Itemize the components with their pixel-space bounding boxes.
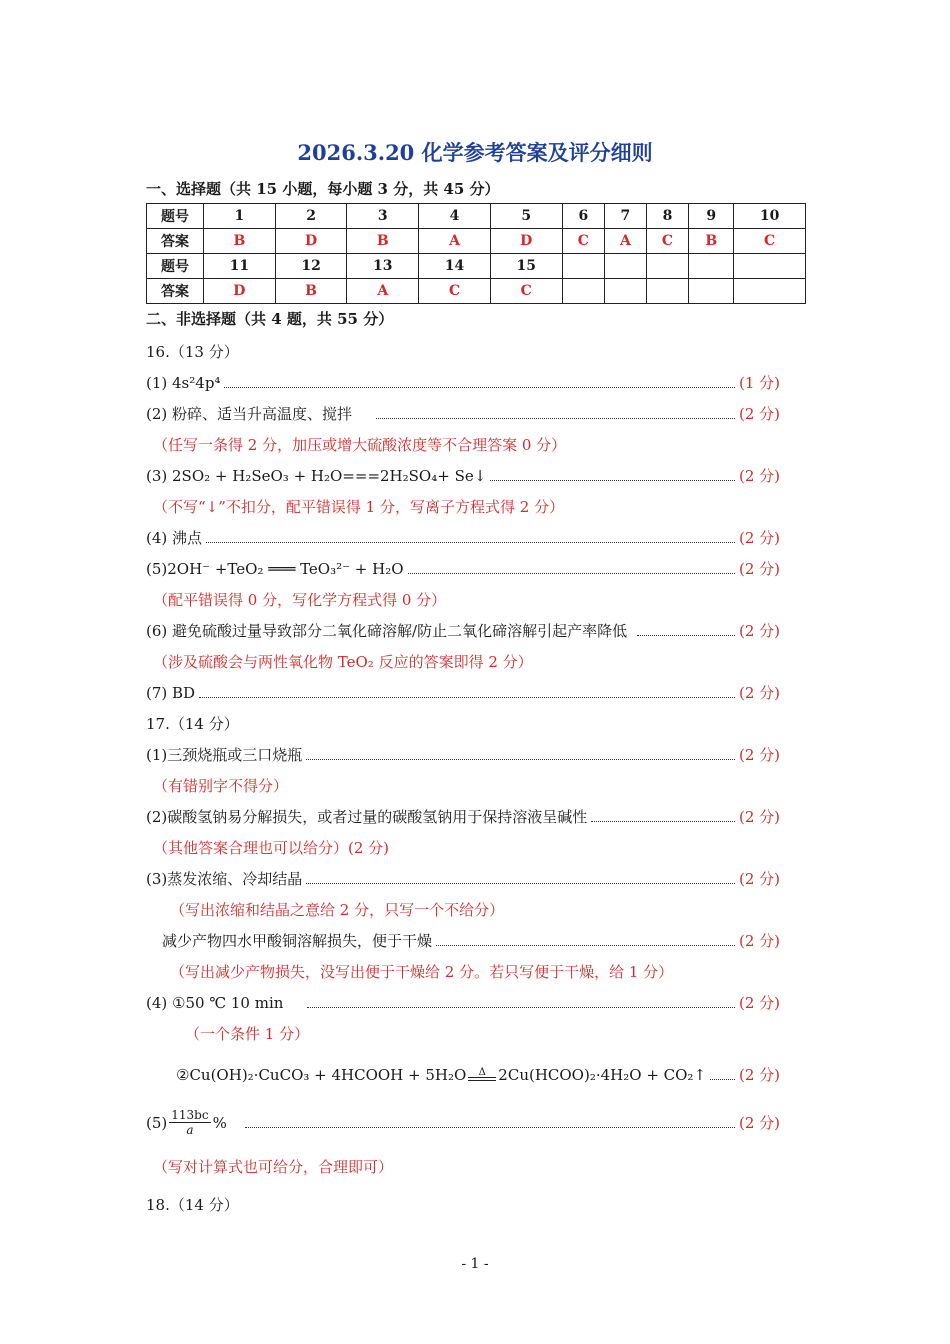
- answer-cell: D: [490, 229, 562, 254]
- question-number: 10: [734, 204, 806, 229]
- equals-bar: [468, 1077, 496, 1081]
- fraction: [169, 1108, 210, 1137]
- q16-heading-text: 16.（13 分）: [146, 343, 239, 361]
- answer-cell: [646, 279, 689, 304]
- answer-cell: C: [490, 279, 562, 304]
- table-row-header: 题号: [147, 254, 204, 279]
- q16-answer-5: [146, 558, 780, 579]
- q16-note-3: （不写“↓”不扣分，配平错误得 1 分，写离子方程式得 2 分）: [153, 498, 565, 516]
- section-choice-heading: 一、选择题（共 15 小题，每小题 3 分，共 45 分）: [146, 180, 500, 198]
- table-row: [147, 229, 806, 254]
- question-number: 14: [419, 254, 491, 279]
- answer-cell: B: [347, 229, 419, 254]
- question-number: [605, 254, 647, 279]
- score: (2 分): [738, 684, 780, 702]
- q17-note-3: （写出浓缩和结晶之意给 2 分，只写一个不给分）: [170, 901, 505, 919]
- equation-left: ②Cu(OH)₂·CuCO₃ + 4HCOOH + 5H₂O: [176, 1065, 467, 1084]
- section-nonchoice-heading: 二、非选择题（共 4 题，共 55 分）: [146, 310, 394, 328]
- leader-dots: [436, 945, 735, 946]
- score: (2 分): [738, 560, 780, 578]
- heat-condition: Δ: [478, 1066, 486, 1078]
- answer-cell: D: [275, 229, 347, 254]
- answer-text: (3) 2SO₂ + H₂SeO₃ + H₂O===2H₂SO₄+ Se↓: [146, 466, 487, 485]
- question-number: 3: [347, 204, 419, 229]
- answer-text: (4) 沸点: [146, 529, 203, 547]
- answer-cell: [562, 279, 605, 304]
- answer-text: (2) 粉碎、适当升高温度、搅拌: [146, 405, 353, 423]
- answer-text: (2)碳酸氢钠易分解损失，或者过量的碳酸氢钠用于保持溶液呈碱性: [146, 808, 588, 826]
- q16-answer-7: [146, 682, 780, 703]
- answer-cell: D: [204, 279, 276, 304]
- score: (2 分): [738, 622, 780, 640]
- q16-note-6: （涉及硫酸会与两性氧化物 TeO₂ 反应的答案即得 2 分）: [153, 653, 533, 671]
- leader-dots: [306, 759, 735, 760]
- question-number: 9: [689, 204, 734, 229]
- answer-cell: [689, 279, 734, 304]
- question-number: 13: [347, 254, 419, 279]
- equation-right: 2Cu(HCOO)₂·4H₂O + CO₂↑: [498, 1065, 707, 1084]
- question-number: [689, 254, 734, 279]
- q16-note-2: （任写一条得 2 分，加压或增大硫酸浓度等不合理答案 0 分）: [153, 436, 567, 454]
- table-row-header: 答案: [147, 279, 204, 304]
- table-row-header: 题号: [147, 204, 204, 229]
- fraction-numerator: 113bc: [171, 1108, 209, 1122]
- table-row: [147, 279, 806, 304]
- leader-dots: [224, 387, 735, 388]
- q16-note-5: （配平错误得 0 分，写化学方程式得 0 分）: [153, 591, 447, 609]
- score: (2 分): [738, 870, 780, 888]
- answer-cell: C: [562, 229, 605, 254]
- answer-text: (1) 4s²4p⁴: [146, 373, 221, 392]
- score: (2 分): [738, 529, 780, 547]
- leader-dots: [376, 418, 735, 419]
- heat-equals-sign: [468, 1066, 496, 1081]
- q17-note-1: （有错别字不得分）: [153, 777, 289, 795]
- answer-cell: A: [605, 229, 647, 254]
- table-row-header: 答案: [147, 229, 204, 254]
- answer-text: (7) BD: [146, 683, 196, 702]
- q16-answer-6: [146, 620, 780, 641]
- q17-answer-3: [146, 868, 780, 889]
- score: (2 分): [738, 994, 780, 1012]
- score: (1 分): [738, 374, 780, 392]
- leader-dots: [306, 883, 735, 884]
- answer-cell: [734, 279, 806, 304]
- answer-cell: C: [646, 229, 689, 254]
- leader-dots: [490, 480, 735, 481]
- score: (2 分): [738, 808, 780, 826]
- q18-heading: [146, 1194, 239, 1215]
- answer-table: [146, 203, 806, 304]
- fraction-denominator: a: [186, 1123, 194, 1137]
- q17-answer-5: [146, 1108, 780, 1137]
- q17-note-4: （一个条件 1 分）: [185, 1025, 310, 1043]
- answer-cell: C: [419, 279, 491, 304]
- question-number: [562, 254, 605, 279]
- q17-answer-4b: [176, 1064, 780, 1085]
- page-title: 2026.3.20 化学参考答案及评分细则: [297, 140, 653, 165]
- answer-text: (3)蒸发浓缩、冷却结晶: [146, 870, 303, 888]
- score: (2 分): [738, 932, 780, 950]
- q17-note-2: （其他答案合理也可以给分）(2 分): [153, 839, 390, 857]
- answer-suffix: %: [212, 1113, 227, 1132]
- q18-heading-text: 18.（14 分）: [146, 1196, 239, 1214]
- q17-answer-2: [146, 806, 780, 827]
- q17-answer-4: [146, 992, 780, 1013]
- question-number: 6: [562, 204, 605, 229]
- leader-dots: [637, 635, 735, 636]
- question-number: 5: [490, 204, 562, 229]
- q17-note-3b: （写出减少产物损失，没写出便于干燥给 2 分。若只写便于干燥，给 1 分）: [170, 963, 674, 981]
- q16-answer-3: [146, 465, 780, 486]
- leader-dots: [245, 1127, 735, 1128]
- q17-answer-1: [146, 744, 780, 765]
- answer-cell: B: [275, 279, 347, 304]
- answer-cell: B: [689, 229, 734, 254]
- answer-text: 减少产物四水甲酸铜溶解损失，便于干燥: [162, 932, 433, 950]
- score: (2 分): [738, 1066, 780, 1084]
- answer-cell: B: [204, 229, 276, 254]
- question-number: 15: [490, 254, 562, 279]
- answer-cell: [605, 279, 647, 304]
- table-row: [147, 204, 806, 229]
- question-number: 4: [419, 204, 491, 229]
- leader-dots: [199, 697, 735, 698]
- page-number: - 1 -: [461, 1256, 489, 1272]
- score: (2 分): [738, 467, 780, 485]
- answer-prefix: (5): [146, 1113, 168, 1132]
- question-number: 11: [204, 254, 276, 279]
- question-number: [734, 254, 806, 279]
- q16-heading: [146, 341, 239, 362]
- question-number: 8: [646, 204, 689, 229]
- question-number: 1: [204, 204, 276, 229]
- score: (2 分): [738, 1114, 780, 1132]
- answer-cell: C: [734, 229, 806, 254]
- leader-dots: [591, 821, 735, 822]
- leader-dots: [307, 1007, 735, 1008]
- q16-answer-4: [146, 527, 780, 548]
- leader-dots: [206, 542, 735, 543]
- q17-heading: [146, 713, 239, 734]
- question-number: 7: [605, 204, 647, 229]
- answer-text: (4) ①50 ℃ 10 min: [146, 993, 284, 1012]
- answer-text: (5)2OH⁻ +TeO₂ ═══ TeO₃²⁻ + H₂O: [146, 559, 404, 578]
- answer-cell: A: [419, 229, 491, 254]
- q17-answer-3b: [162, 930, 780, 951]
- question-number: [646, 254, 689, 279]
- answer-text: (1)三颈烧瓶或三口烧瓶: [146, 746, 303, 764]
- score: (2 分): [738, 405, 780, 423]
- question-number: 2: [275, 204, 347, 229]
- answer-text: (6) 避免硫酸过量导致部分二氧化碲溶解/防止二氧化碲溶解引起产率降低: [146, 622, 628, 640]
- question-number: 12: [275, 254, 347, 279]
- leader-dots: [710, 1079, 735, 1080]
- q16-answer-1: [146, 372, 780, 393]
- q17-note-5: （写对计算式也可给分，合理即可）: [153, 1158, 394, 1176]
- leader-dots: [408, 573, 735, 574]
- q16-answer-2: [146, 403, 780, 424]
- q17-heading-text: 17.（14 分）: [146, 715, 239, 733]
- score: (2 分): [738, 746, 780, 764]
- table-row: [147, 254, 806, 279]
- answer-cell: A: [347, 279, 419, 304]
